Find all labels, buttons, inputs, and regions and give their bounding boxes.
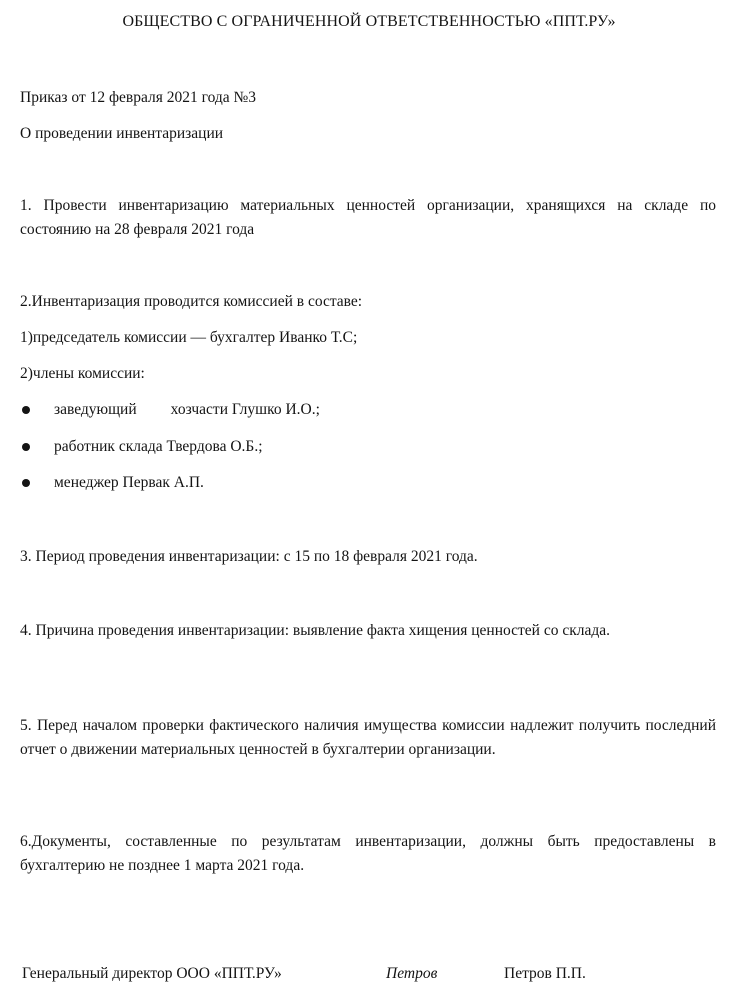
list-item xyxy=(22,398,712,422)
member-text: работник склада Твердова О.Б.; xyxy=(54,438,263,455)
signatory-title: Генеральный директор ООО «ППТ.РУ» xyxy=(22,965,282,982)
organization-title: ОБЩЕСТВО С ОГРАНИЧЕННОЙ ОТВЕТСТВЕННОСТЬЮ «ППТ.РУ» xyxy=(122,13,616,30)
order-subject: О проведении инвентаризации xyxy=(20,125,224,142)
item-1: 1. Провести инвентаризацию материальных ценностей организации, хранящихся на складе по состоянию на 28 февраля 2021 года xyxy=(20,197,716,238)
bullet-icon xyxy=(22,443,30,451)
order-number-line: Приказ от 12 февраля 2021 года №3 xyxy=(20,89,257,106)
item-6: 6.Документы, составленные по результатам инвентаризации, должны быть предоставлены в бухгалтерию не позднее 1 марта 2021 года. xyxy=(20,833,716,874)
member-text: менеджер Первак А.П. xyxy=(54,474,204,491)
list-item xyxy=(22,471,712,495)
item-4: 4. Причина проведения инвентаризации: выявление факта хищения ценностей со склада. xyxy=(20,622,611,639)
handwritten-signature: Петров xyxy=(386,965,438,982)
bullet-icon xyxy=(22,479,30,487)
bullet-icon xyxy=(22,406,30,414)
item-2-intro: 2.Инвентаризация проводится комиссией в составе: xyxy=(20,293,363,310)
commission-members-intro: 2)члены комиссии: xyxy=(20,365,145,382)
list-item xyxy=(22,435,712,459)
item-3: 3. Период проведения инвентаризации: с 15 по 18 февраля 2021 года. xyxy=(20,548,478,565)
commission-chairman: 1)председатель комиссии — бухгалтер Иванко Т.С; xyxy=(20,329,358,346)
item-5: 5. Перед началом проверки фактического наличия имущества комиссии надлежит получить последний отчет о движении материальных ценностей в бухгалтерии организации. xyxy=(20,717,716,758)
signatory-name: Петров П.П. xyxy=(504,965,586,982)
member-text: заведующий хозчасти Глушко И.О.; xyxy=(54,401,320,418)
